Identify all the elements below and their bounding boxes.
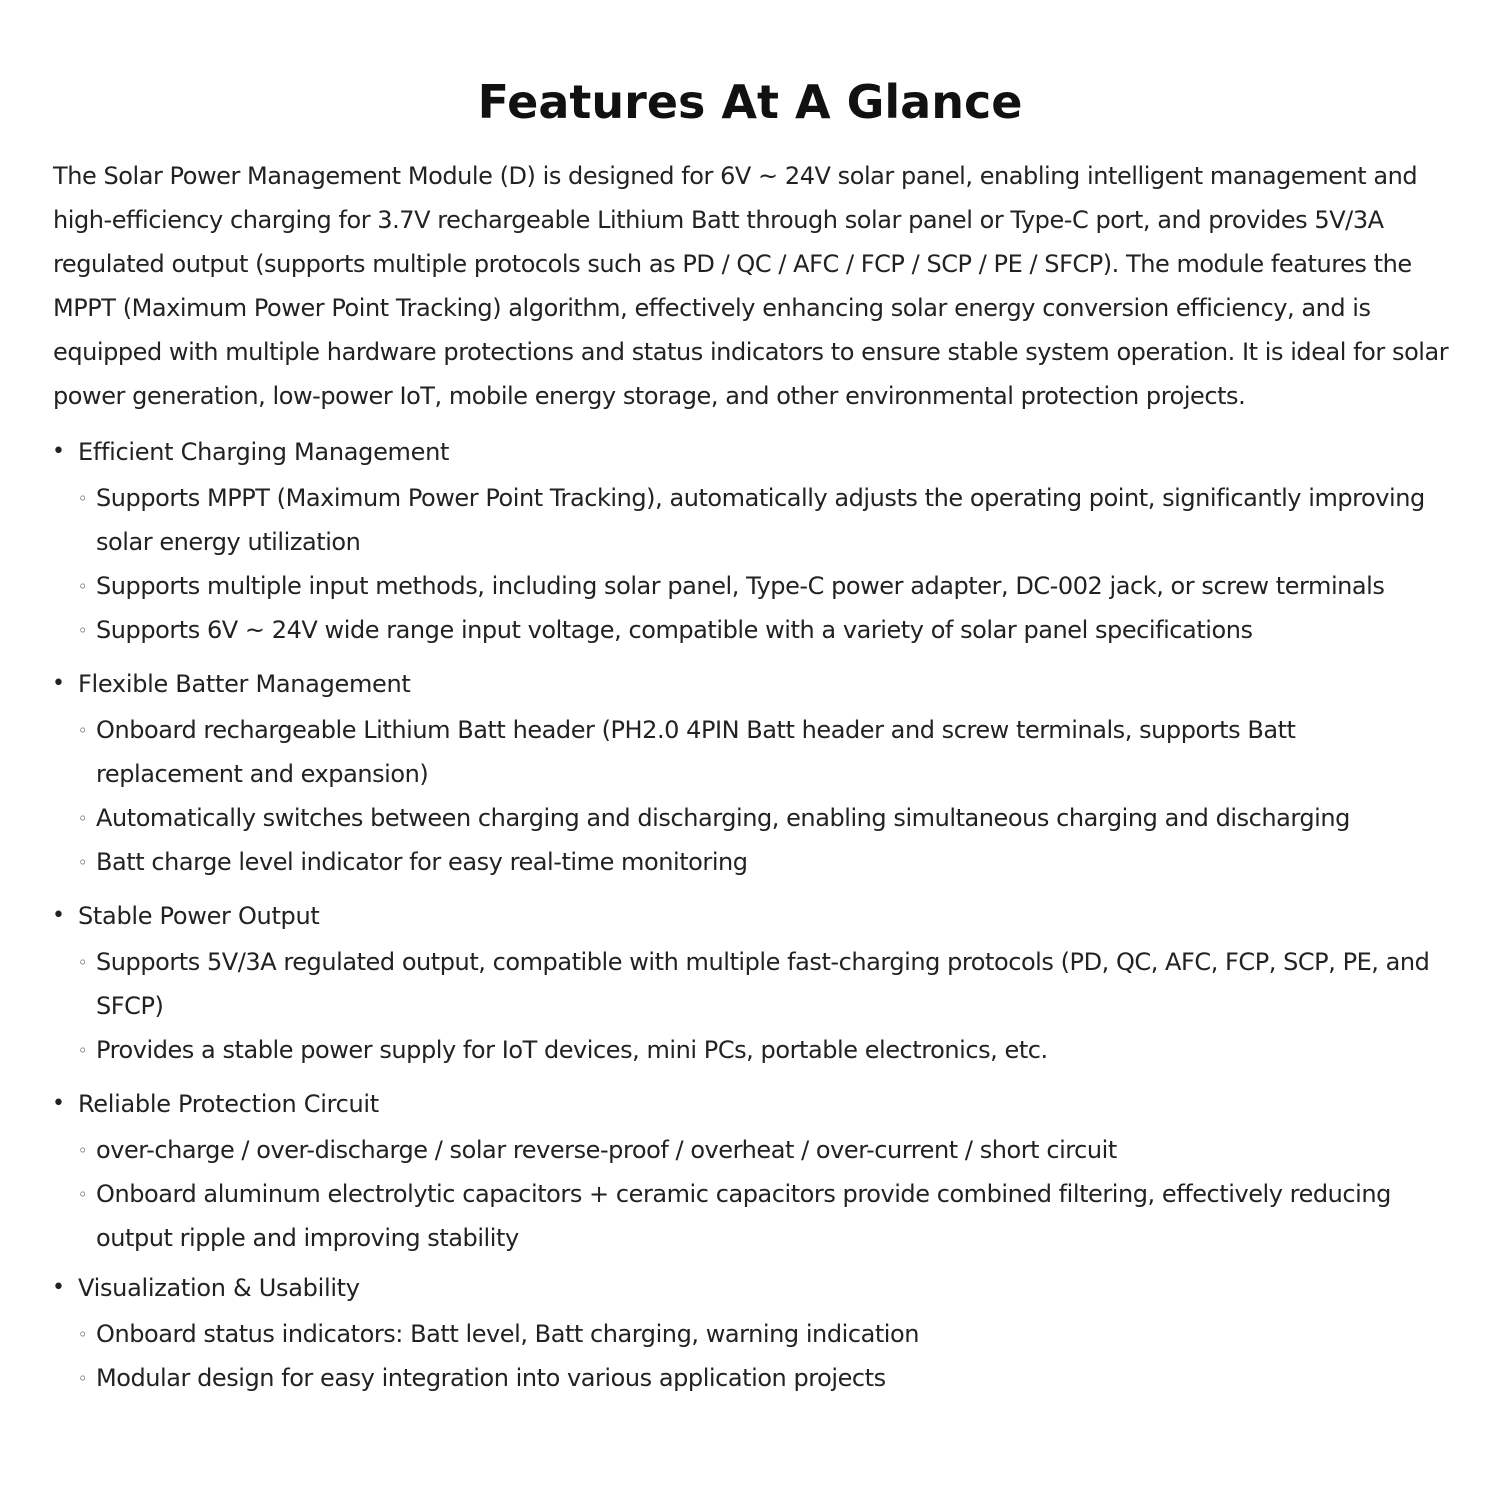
feature-item-text: Onboard status indicators: Batt level, Batt charging, warning indication [96, 1320, 919, 1348]
sub-bullet-icon: ◦ [78, 621, 87, 640]
feature-sublist [0, 940, 1500, 1072]
feature-heading: Efficient Charging Management [78, 438, 450, 466]
intro-paragraph: The Solar Power Management Module (D) is designed for 6V ~ 24V solar panel, enabling intelligent management and high-efficiency charging for 3.7V rechargeable Lithium Batt through solar panel or Type-C port, and provides 5V/3A regulated output (supports multiple protocols such as PD / QC / AFC / FCP / SCP / PE / SFCP). The module features the MPPT (Maximum Power Point Tracking) algorithm, effectively enhancing solar energy conversion efficiency, and is equipped with multiple hardware protections and status indicators to ensure stable system operation. It is ideal for solar power generation, low-power IoT, mobile energy storage, and other environmental protection projects. [53, 162, 1449, 410]
feature-item-text: Supports MPPT (Maximum Power Point Tracking), automatically adjusts the operating point, significantly improving solar energy utilization [96, 484, 1425, 556]
sub-bullet-icon: ◦ [78, 489, 87, 508]
feature-item-text: Onboard aluminum electrolytic capacitors + ceramic capacitors provide combined filtering, effectively reducing output ripple and improving stability [96, 1180, 1391, 1252]
bullet-icon: • [52, 903, 65, 928]
sub-bullet-icon: ◦ [78, 1041, 87, 1060]
bullet-icon: • [52, 1275, 65, 1300]
sub-bullet-icon: ◦ [78, 721, 87, 740]
feature-item [0, 708, 1446, 796]
feature-item [0, 476, 1446, 564]
feature-item [0, 840, 1446, 884]
feature-item [0, 1356, 1446, 1400]
feature-item [0, 1312, 1446, 1356]
sub-bullet-icon: ◦ [78, 809, 87, 828]
feature-item-text: Provides a stable power supply for IoT devices, mini PCs, portable electronics, etc. [96, 1036, 1048, 1064]
feature-item [0, 1128, 1446, 1172]
feature-item [0, 796, 1446, 840]
feature-item-text: over-charge / over-discharge / solar reverse-proof / overheat / over-current / short circuit [96, 1136, 1117, 1164]
feature-item-text: Batt charge level indicator for easy real-time monitoring [96, 848, 748, 876]
feature-heading: Stable Power Output [78, 902, 320, 930]
sub-bullet-icon: ◦ [78, 1369, 87, 1388]
feature-group-output [0, 894, 1500, 1072]
feature-item-text: Automatically switches between charging and discharging, enabling simultaneous charging and discharging [96, 804, 1350, 832]
feature-sublist [0, 1128, 1500, 1260]
feature-item-text: Modular design for easy integration into various application projects [96, 1364, 886, 1392]
feature-item [0, 1172, 1446, 1260]
feature-item-text: Supports multiple input methods, including solar panel, Type-C power adapter, DC-002 jack, or screw terminals [96, 572, 1385, 600]
bullet-icon: • [52, 439, 65, 464]
feature-item [0, 608, 1446, 652]
feature-heading: Reliable Protection Circuit [78, 1090, 379, 1118]
feature-item [0, 940, 1446, 1028]
sub-bullet-icon: ◦ [78, 1141, 87, 1160]
sub-bullet-icon: ◦ [78, 1185, 87, 1204]
feature-sublist [0, 1312, 1500, 1400]
feature-heading: Visualization & Usability [78, 1274, 360, 1302]
bullet-icon: • [52, 1091, 65, 1116]
feature-item [0, 1028, 1446, 1072]
feature-sublist [0, 476, 1500, 652]
feature-group-protection [0, 1082, 1500, 1260]
page-title: Features At A Glance [477, 75, 1023, 129]
feature-item-text: Onboard rechargeable Lithium Batt header (PH2.0 4PIN Batt header and screw terminals, supports Batt replacement and expansion) [96, 716, 1296, 788]
sub-bullet-icon: ◦ [78, 577, 87, 596]
bullet-icon: • [52, 671, 65, 696]
sub-bullet-icon: ◦ [78, 1325, 87, 1344]
feature-heading: Flexible Batter Management [78, 670, 411, 698]
feature-item [0, 564, 1446, 608]
feature-list [0, 430, 1500, 1400]
sub-bullet-icon: ◦ [78, 853, 87, 872]
feature-group-usability [0, 1266, 1500, 1400]
feature-item-text: Supports 5V/3A regulated output, compatible with multiple fast-charging protocols (PD, QC, AFC, FCP, SCP, PE, and SFCP) [96, 948, 1430, 1020]
feature-sublist [0, 708, 1500, 884]
sub-bullet-icon: ◦ [78, 953, 87, 972]
feature-item-text: Supports 6V ~ 24V wide range input voltage, compatible with a variety of solar panel specifications [96, 616, 1253, 644]
feature-group-charging [0, 430, 1500, 652]
feature-group-battery [0, 662, 1500, 884]
